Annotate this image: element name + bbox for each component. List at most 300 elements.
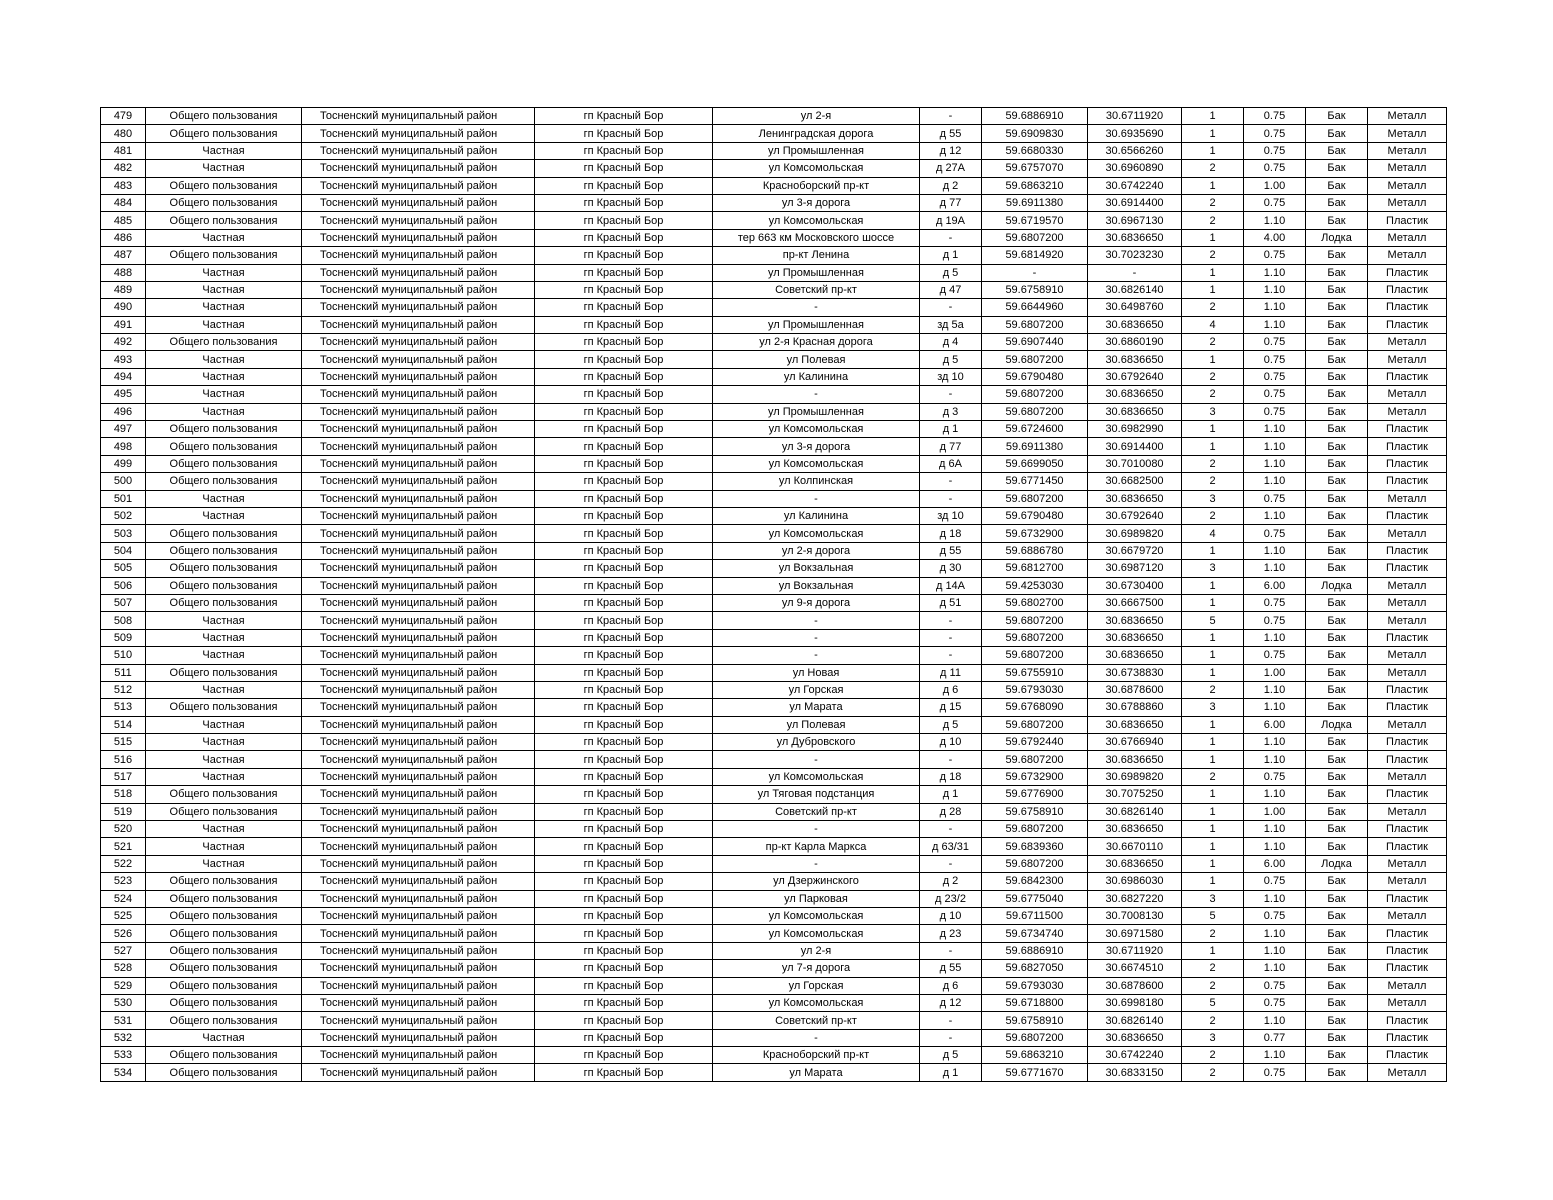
container-type-cell: Бак	[1306, 942, 1368, 959]
longitude-cell: 30.6836650	[1088, 821, 1182, 838]
latitude-cell: 59.6771670	[982, 1064, 1088, 1081]
ownership-type-cell: Общего пользования	[146, 247, 302, 264]
container-material-cell: Металл	[1368, 873, 1447, 890]
building-cell: д 6	[920, 977, 982, 994]
container-count-cell: 5	[1182, 612, 1244, 629]
container-type-cell: Бак	[1306, 1064, 1368, 1081]
district-cell: Тосненский муниципальный район	[302, 403, 535, 420]
row-number-cell: 506	[101, 577, 146, 594]
street-cell: ул Колпинская	[713, 473, 920, 490]
latitude-cell: 59.6793030	[982, 977, 1088, 994]
container-volume-cell: 0.75	[1244, 768, 1306, 785]
settlement-cell: гп Красный Бор	[535, 716, 713, 733]
building-cell: д 55	[920, 960, 982, 977]
district-cell: Тосненский муниципальный район	[302, 334, 535, 351]
longitude-cell: 30.6670110	[1088, 838, 1182, 855]
settlement-cell: гп Красный Бор	[535, 699, 713, 716]
container-volume-cell: 0.75	[1244, 907, 1306, 924]
latitude-cell: 59.6807200	[982, 612, 1088, 629]
longitude-cell: 30.6498760	[1088, 299, 1182, 316]
row-number-cell: 500	[101, 473, 146, 490]
district-cell: Тосненский муниципальный район	[302, 873, 535, 890]
latitude-cell: 59.4253030	[982, 577, 1088, 594]
container-count-cell: 3	[1182, 699, 1244, 716]
ownership-type-cell: Общего пользования	[146, 803, 302, 820]
latitude-cell: 59.6886780	[982, 542, 1088, 559]
latitude-cell: 59.6807200	[982, 351, 1088, 368]
container-volume-cell: 1.10	[1244, 942, 1306, 959]
ownership-type-cell: Частная	[146, 299, 302, 316]
district-cell: Тосненский муниципальный район	[302, 664, 535, 681]
container-material-cell: Металл	[1368, 977, 1447, 994]
district-cell: Тосненский муниципальный район	[302, 316, 535, 333]
longitude-cell: 30.6836650	[1088, 1029, 1182, 1046]
row-number-cell: 516	[101, 751, 146, 768]
building-cell: д 28	[920, 803, 982, 820]
ownership-type-cell: Общего пользования	[146, 925, 302, 942]
street-cell: ул Комсомольская	[713, 994, 920, 1011]
latitude-cell: 59.6758910	[982, 281, 1088, 298]
street-cell: ул Горская	[713, 977, 920, 994]
container-volume-cell: 0.75	[1244, 403, 1306, 420]
container-type-cell: Бак	[1306, 177, 1368, 194]
building-cell: д 27А	[920, 160, 982, 177]
row-number-cell: 511	[101, 664, 146, 681]
ownership-type-cell: Частная	[146, 629, 302, 646]
district-cell: Тосненский муниципальный район	[302, 108, 535, 125]
row-number-cell: 510	[101, 647, 146, 664]
ownership-type-cell: Частная	[146, 142, 302, 159]
container-type-cell: Бак	[1306, 334, 1368, 351]
container-material-cell: Металл	[1368, 403, 1447, 420]
table-row	[101, 525, 1447, 542]
settlement-cell: гп Красный Бор	[535, 264, 713, 281]
container-count-cell: 1	[1182, 751, 1244, 768]
district-cell: Тосненский муниципальный район	[302, 977, 535, 994]
row-number-cell: 514	[101, 716, 146, 733]
table-row	[101, 264, 1447, 281]
table-row	[101, 960, 1447, 977]
table-row	[101, 803, 1447, 820]
settlement-cell: гп Красный Бор	[535, 925, 713, 942]
row-number-cell: 515	[101, 734, 146, 751]
container-material-cell: Металл	[1368, 386, 1447, 403]
ownership-type-cell: Частная	[146, 855, 302, 872]
container-material-cell: Пластик	[1368, 212, 1447, 229]
container-type-cell: Лодка	[1306, 855, 1368, 872]
container-count-cell: 1	[1182, 577, 1244, 594]
settlement-cell: гп Красный Бор	[535, 281, 713, 298]
district-cell: Тосненский муниципальный район	[302, 960, 535, 977]
container-material-cell: Металл	[1368, 229, 1447, 246]
container-volume-cell: 1.10	[1244, 560, 1306, 577]
container-volume-cell: 1.10	[1244, 1047, 1306, 1064]
ownership-type-cell: Общего пользования	[146, 525, 302, 542]
settlement-cell: гп Красный Бор	[535, 751, 713, 768]
container-type-cell: Лодка	[1306, 577, 1368, 594]
container-material-cell: Металл	[1368, 142, 1447, 159]
table-row	[101, 194, 1447, 211]
container-type-cell: Бак	[1306, 907, 1368, 924]
street-cell: ул Промышленная	[713, 403, 920, 420]
container-volume-cell: 1.10	[1244, 890, 1306, 907]
ownership-type-cell: Общего пользования	[146, 125, 302, 142]
building-cell: д 47	[920, 281, 982, 298]
street-cell: пр-кт Карла Маркса	[713, 838, 920, 855]
latitude-cell: 59.6790480	[982, 368, 1088, 385]
container-count-cell: 2	[1182, 977, 1244, 994]
ownership-type-cell: Частная	[146, 716, 302, 733]
longitude-cell: 30.6836650	[1088, 751, 1182, 768]
street-cell: Ленинградская дорога	[713, 125, 920, 142]
longitude-cell: 30.6833150	[1088, 1064, 1182, 1081]
container-volume-cell: 1.00	[1244, 664, 1306, 681]
longitude-cell: 30.6971580	[1088, 925, 1182, 942]
container-count-cell: 3	[1182, 403, 1244, 420]
building-cell: зд 10	[920, 507, 982, 524]
longitude-cell: 30.7008130	[1088, 907, 1182, 924]
street-cell: ул Дзержинского	[713, 873, 920, 890]
table-row	[101, 560, 1447, 577]
district-cell: Тосненский муниципальный район	[302, 473, 535, 490]
street-cell: ул Полевая	[713, 716, 920, 733]
longitude-cell: 30.6960890	[1088, 160, 1182, 177]
longitude-cell: 30.6742240	[1088, 1047, 1182, 1064]
settlement-cell: гп Красный Бор	[535, 525, 713, 542]
district-cell: Тосненский муниципальный район	[302, 212, 535, 229]
ownership-type-cell: Общего пользования	[146, 108, 302, 125]
longitude-cell: 30.6878600	[1088, 977, 1182, 994]
ownership-type-cell: Общего пользования	[146, 334, 302, 351]
container-volume-cell: 1.10	[1244, 751, 1306, 768]
table-row	[101, 1012, 1447, 1029]
table-row	[101, 368, 1447, 385]
container-material-cell: Металл	[1368, 768, 1447, 785]
table-row	[101, 142, 1447, 159]
container-volume-cell: 1.10	[1244, 316, 1306, 333]
ownership-type-cell: Общего пользования	[146, 560, 302, 577]
building-cell: -	[920, 855, 982, 872]
container-type-cell: Бак	[1306, 699, 1368, 716]
container-count-cell: 5	[1182, 994, 1244, 1011]
row-number-cell: 479	[101, 108, 146, 125]
building-cell: -	[920, 299, 982, 316]
container-type-cell: Бак	[1306, 977, 1368, 994]
street-cell: ул Вокзальная	[713, 560, 920, 577]
container-volume-cell: 1.10	[1244, 542, 1306, 559]
container-material-cell: Металл	[1368, 994, 1447, 1011]
street-cell: ул Комсомольская	[713, 421, 920, 438]
container-type-cell: Бак	[1306, 351, 1368, 368]
container-volume-cell: 1.10	[1244, 629, 1306, 646]
settlement-cell: гп Красный Бор	[535, 212, 713, 229]
district-cell: Тосненский муниципальный район	[302, 1064, 535, 1081]
container-material-cell: Пластик	[1368, 1012, 1447, 1029]
latitude-cell: 59.6842300	[982, 873, 1088, 890]
latitude-cell: 59.6719570	[982, 212, 1088, 229]
container-type-cell: Бак	[1306, 455, 1368, 472]
longitude-cell: 30.6836650	[1088, 490, 1182, 507]
settlement-cell: гп Красный Бор	[535, 142, 713, 159]
container-material-cell: Пластик	[1368, 264, 1447, 281]
container-type-cell: Бак	[1306, 994, 1368, 1011]
longitude-cell: 30.6826140	[1088, 281, 1182, 298]
ownership-type-cell: Общего пользования	[146, 577, 302, 594]
street-cell: -	[713, 751, 920, 768]
district-cell: Тосненский муниципальный район	[302, 490, 535, 507]
settlement-cell: гп Красный Бор	[535, 421, 713, 438]
table-row	[101, 977, 1447, 994]
container-sites-table	[100, 107, 1447, 1082]
ownership-type-cell: Общего пользования	[146, 473, 302, 490]
district-cell: Тосненский муниципальный район	[302, 751, 535, 768]
container-volume-cell: 0.75	[1244, 490, 1306, 507]
district-cell: Тосненский муниципальный район	[302, 351, 535, 368]
district-cell: Тосненский муниципальный район	[302, 647, 535, 664]
longitude-cell: 30.6836650	[1088, 386, 1182, 403]
settlement-cell: гп Красный Бор	[535, 194, 713, 211]
table-row	[101, 664, 1447, 681]
street-cell: ул Парковая	[713, 890, 920, 907]
row-number-cell: 495	[101, 386, 146, 403]
container-count-cell: 1	[1182, 542, 1244, 559]
ownership-type-cell: Общего пользования	[146, 194, 302, 211]
table-row	[101, 212, 1447, 229]
table-row	[101, 1029, 1447, 1046]
building-cell: д 5	[920, 264, 982, 281]
container-volume-cell: 0.75	[1244, 108, 1306, 125]
settlement-cell: гп Красный Бор	[535, 177, 713, 194]
row-number-cell: 484	[101, 194, 146, 211]
district-cell: Тосненский муниципальный район	[302, 229, 535, 246]
district-cell: Тосненский муниципальный район	[302, 716, 535, 733]
longitude-cell: 30.6826140	[1088, 1012, 1182, 1029]
container-count-cell: 1	[1182, 108, 1244, 125]
ownership-type-cell: Частная	[146, 351, 302, 368]
ownership-type-cell: Общего пользования	[146, 942, 302, 959]
container-volume-cell: 0.77	[1244, 1029, 1306, 1046]
table-row	[101, 838, 1447, 855]
latitude-cell: 59.6755910	[982, 664, 1088, 681]
latitude-cell: 59.6802700	[982, 594, 1088, 611]
container-material-cell: Металл	[1368, 125, 1447, 142]
container-material-cell: Пластик	[1368, 455, 1447, 472]
row-number-cell: 527	[101, 942, 146, 959]
latitude-cell: 59.6807200	[982, 716, 1088, 733]
container-type-cell: Бак	[1306, 751, 1368, 768]
building-cell: д 23/2	[920, 890, 982, 907]
container-material-cell: Металл	[1368, 525, 1447, 542]
ownership-type-cell: Общего пользования	[146, 786, 302, 803]
building-cell: д 51	[920, 594, 982, 611]
ownership-type-cell: Частная	[146, 647, 302, 664]
container-count-cell: 1	[1182, 716, 1244, 733]
document-page	[100, 107, 1447, 1082]
street-cell: ул Комсомольская	[713, 525, 920, 542]
container-material-cell: Пластик	[1368, 1029, 1447, 1046]
container-material-cell: Пластик	[1368, 438, 1447, 455]
longitude-cell: 30.6766940	[1088, 734, 1182, 751]
table-row	[101, 473, 1447, 490]
latitude-cell: 59.6911380	[982, 438, 1088, 455]
ownership-type-cell: Общего пользования	[146, 890, 302, 907]
container-material-cell: Пластик	[1368, 629, 1447, 646]
table-row	[101, 334, 1447, 351]
container-count-cell: 3	[1182, 560, 1244, 577]
container-type-cell: Бак	[1306, 194, 1368, 211]
container-count-cell: 1	[1182, 821, 1244, 838]
container-material-cell: Металл	[1368, 664, 1447, 681]
container-count-cell: 1	[1182, 803, 1244, 820]
latitude-cell: 59.6807200	[982, 647, 1088, 664]
table-row	[101, 316, 1447, 333]
container-type-cell: Бак	[1306, 647, 1368, 664]
settlement-cell: гп Красный Бор	[535, 768, 713, 785]
settlement-cell: гп Красный Бор	[535, 490, 713, 507]
container-volume-cell: 1.10	[1244, 455, 1306, 472]
district-cell: Тосненский муниципальный район	[302, 368, 535, 385]
container-material-cell: Пластик	[1368, 960, 1447, 977]
ownership-type-cell: Общего пользования	[146, 994, 302, 1011]
settlement-cell: гп Красный Бор	[535, 229, 713, 246]
container-type-cell: Бак	[1306, 368, 1368, 385]
container-volume-cell: 0.75	[1244, 977, 1306, 994]
settlement-cell: гп Красный Бор	[535, 473, 713, 490]
street-cell: ул Промышленная	[713, 264, 920, 281]
container-material-cell: Пластик	[1368, 299, 1447, 316]
latitude-cell: 59.6807200	[982, 855, 1088, 872]
container-type-cell: Бак	[1306, 299, 1368, 316]
street-cell: ул 3-я дорога	[713, 438, 920, 455]
container-volume-cell: 1.10	[1244, 786, 1306, 803]
table-row	[101, 577, 1447, 594]
table-row	[101, 177, 1447, 194]
settlement-cell: гп Красный Бор	[535, 873, 713, 890]
building-cell: зд 5а	[920, 316, 982, 333]
table-row	[101, 1047, 1447, 1064]
latitude-cell: 59.6807200	[982, 386, 1088, 403]
container-material-cell: Пластик	[1368, 751, 1447, 768]
settlement-cell: гп Красный Бор	[535, 890, 713, 907]
longitude-cell: 30.6836650	[1088, 403, 1182, 420]
district-cell: Тосненский муниципальный район	[302, 577, 535, 594]
container-type-cell: Бак	[1306, 264, 1368, 281]
building-cell: д 1	[920, 247, 982, 264]
building-cell: д 19А	[920, 212, 982, 229]
settlement-cell: гп Красный Бор	[535, 1064, 713, 1081]
ownership-type-cell: Частная	[146, 734, 302, 751]
container-material-cell: Пластик	[1368, 681, 1447, 698]
container-volume-cell: 1.10	[1244, 838, 1306, 855]
latitude-cell: 59.6644960	[982, 299, 1088, 316]
container-material-cell: Пластик	[1368, 942, 1447, 959]
table-row	[101, 751, 1447, 768]
building-cell: д 6А	[920, 455, 982, 472]
row-number-cell: 501	[101, 490, 146, 507]
ownership-type-cell: Общего пользования	[146, 1012, 302, 1029]
row-number-cell: 525	[101, 907, 146, 924]
row-number-cell: 523	[101, 873, 146, 890]
container-material-cell: Металл	[1368, 907, 1447, 924]
table-row	[101, 1064, 1447, 1081]
district-cell: Тосненский муниципальный район	[302, 386, 535, 403]
longitude-cell: 30.6836650	[1088, 629, 1182, 646]
ownership-type-cell: Общего пользования	[146, 542, 302, 559]
container-type-cell: Бак	[1306, 734, 1368, 751]
street-cell: Советский пр-кт	[713, 281, 920, 298]
container-volume-cell: 1.10	[1244, 507, 1306, 524]
container-material-cell: Пластик	[1368, 786, 1447, 803]
row-number-cell: 507	[101, 594, 146, 611]
latitude-cell: 59.6807200	[982, 490, 1088, 507]
street-cell: ул 7-я дорога	[713, 960, 920, 977]
street-cell: ул Комсомольская	[713, 768, 920, 785]
container-count-cell: 1	[1182, 838, 1244, 855]
settlement-cell: гп Красный Бор	[535, 855, 713, 872]
building-cell: д 18	[920, 525, 982, 542]
building-cell: -	[920, 612, 982, 629]
container-volume-cell: 1.10	[1244, 960, 1306, 977]
settlement-cell: гп Красный Бор	[535, 821, 713, 838]
container-volume-cell: 1.10	[1244, 1012, 1306, 1029]
container-volume-cell: 1.00	[1244, 803, 1306, 820]
container-material-cell: Металл	[1368, 334, 1447, 351]
container-volume-cell: 1.10	[1244, 734, 1306, 751]
table-body	[101, 108, 1447, 1082]
building-cell: -	[920, 647, 982, 664]
ownership-type-cell: Частная	[146, 838, 302, 855]
longitude-cell: 30.6738830	[1088, 664, 1182, 681]
container-material-cell: Пластик	[1368, 316, 1447, 333]
row-number-cell: 530	[101, 994, 146, 1011]
building-cell: д 77	[920, 438, 982, 455]
container-count-cell: 1	[1182, 594, 1244, 611]
building-cell: д 11	[920, 664, 982, 681]
settlement-cell: гп Красный Бор	[535, 681, 713, 698]
longitude-cell: 30.6935690	[1088, 125, 1182, 142]
settlement-cell: гп Красный Бор	[535, 1012, 713, 1029]
table-row	[101, 281, 1447, 298]
ownership-type-cell: Общего пользования	[146, 977, 302, 994]
row-number-cell: 521	[101, 838, 146, 855]
longitude-cell: 30.6788860	[1088, 699, 1182, 716]
latitude-cell: 59.6886910	[982, 942, 1088, 959]
longitude-cell: 30.6836650	[1088, 351, 1182, 368]
latitude-cell: 59.6680330	[982, 142, 1088, 159]
longitude-cell: 30.6730400	[1088, 577, 1182, 594]
district-cell: Тосненский муниципальный район	[302, 612, 535, 629]
row-number-cell: 488	[101, 264, 146, 281]
table-row	[101, 386, 1447, 403]
table-row	[101, 734, 1447, 751]
latitude-cell: 59.6732900	[982, 768, 1088, 785]
container-count-cell: 1	[1182, 942, 1244, 959]
container-type-cell: Бак	[1306, 925, 1368, 942]
longitude-cell: 30.6986030	[1088, 873, 1182, 890]
container-type-cell: Бак	[1306, 473, 1368, 490]
settlement-cell: гп Красный Бор	[535, 299, 713, 316]
building-cell: д 14А	[920, 577, 982, 594]
street-cell: -	[713, 821, 920, 838]
district-cell: Тосненский муниципальный район	[302, 247, 535, 264]
row-number-cell: 490	[101, 299, 146, 316]
ownership-type-cell: Общего пользования	[146, 421, 302, 438]
container-count-cell: 2	[1182, 768, 1244, 785]
container-material-cell: Пластик	[1368, 890, 1447, 907]
table-row	[101, 716, 1447, 733]
district-cell: Тосненский муниципальный район	[302, 542, 535, 559]
container-volume-cell: 0.75	[1244, 351, 1306, 368]
